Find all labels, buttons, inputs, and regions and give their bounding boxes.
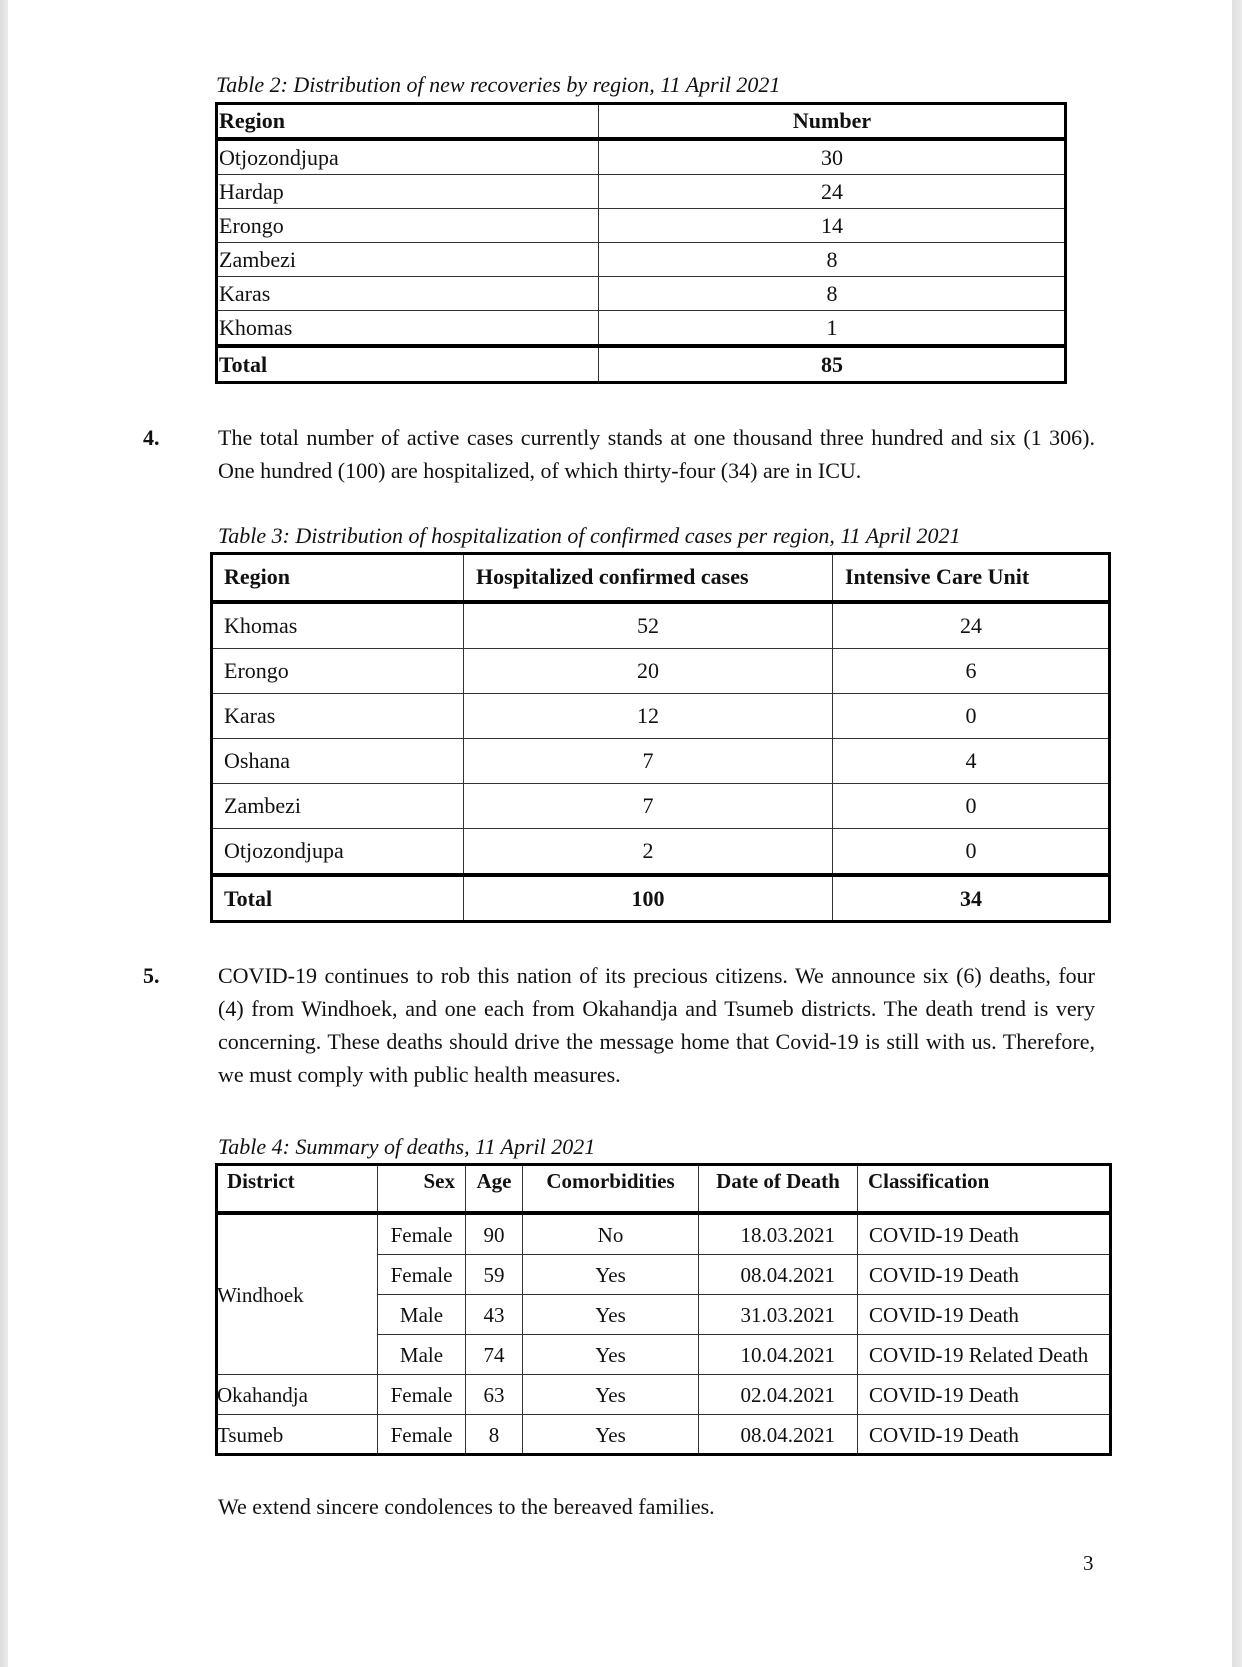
table-recoveries-by-region xyxy=(216,103,1066,383)
cell-sex: Female xyxy=(378,1415,466,1455)
paragraph-5-number: 5. xyxy=(143,963,160,988)
cell-district: Okahandja xyxy=(217,1375,378,1415)
cell-total-number: 85 xyxy=(599,346,1066,383)
table-hospitalization-by-region xyxy=(211,553,1110,922)
cell-region: Zambezi xyxy=(212,784,464,829)
cell-region: Hardap xyxy=(217,175,599,209)
cell-number: 1 xyxy=(599,311,1066,347)
cell-icu: 0 xyxy=(833,829,1110,876)
page-edge-right xyxy=(1232,0,1242,1667)
cell-classification: COVID-19 Related Death xyxy=(858,1335,1111,1375)
cell-age: 43 xyxy=(466,1295,523,1335)
paragraph-4-text: The total number of active cases currently stands at one thousand three hundred and six (1 306). One hundred (100) are hospitalized, of which thirty-four (34) are in ICU. xyxy=(218,425,1095,483)
cell-region: Karas xyxy=(212,694,464,739)
table-row xyxy=(217,139,1066,175)
cell-region: Otjozondjupa xyxy=(217,139,599,175)
cell-comorbidities: Yes xyxy=(523,1335,699,1375)
table-header-row xyxy=(217,1165,1111,1214)
cell-region: Oshana xyxy=(212,739,464,784)
cell-age: 8 xyxy=(466,1415,523,1455)
cell-age: 59 xyxy=(466,1255,523,1295)
cell-region: Khomas xyxy=(212,602,464,649)
cell-classification: COVID-19 Death xyxy=(858,1375,1111,1415)
cell-hospitalized: 20 xyxy=(464,649,833,694)
cell-hospitalized: 2 xyxy=(464,829,833,876)
table-row xyxy=(212,649,1110,694)
table-total-row xyxy=(212,875,1110,922)
cell-number: 24 xyxy=(599,175,1066,209)
cell-sex: Female xyxy=(378,1213,466,1255)
table-row xyxy=(217,277,1066,311)
table-row xyxy=(212,784,1110,829)
cell-date-of-death: 02.04.2021 xyxy=(699,1375,858,1415)
table-row xyxy=(212,739,1110,784)
table-row xyxy=(212,602,1110,649)
cell-sex: Female xyxy=(378,1375,466,1415)
column-header-hospitalized: Hospitalized confirmed cases xyxy=(464,554,833,603)
column-header-icu: Intensive Care Unit xyxy=(833,554,1110,603)
cell-hospitalized: 52 xyxy=(464,602,833,649)
table-row xyxy=(212,694,1110,739)
table-row xyxy=(212,829,1110,876)
cell-number: 8 xyxy=(599,243,1066,277)
cell-icu: 0 xyxy=(833,694,1110,739)
cell-comorbidities: Yes xyxy=(523,1415,699,1455)
cell-date-of-death: 08.04.2021 xyxy=(699,1415,858,1455)
table-row xyxy=(217,311,1066,347)
cell-total-label: Total xyxy=(217,346,599,383)
table-total-row xyxy=(217,346,1066,383)
cell-age: 90 xyxy=(466,1213,523,1255)
table-row xyxy=(217,243,1066,277)
paragraph-4-number: 4. xyxy=(143,425,160,450)
cell-classification: COVID-19 Death xyxy=(858,1295,1111,1335)
table-row xyxy=(217,175,1066,209)
table-header-row xyxy=(217,104,1066,140)
paragraph-5-text: COVID-19 continues to rob this nation of its precious citizens. We announce six (6) deaths, four (4) from Windhoek, and one each from Okahandja and Tsumeb districts. The death trend is very concerning. These deaths should drive the message home that Covid-19 is still with us. Therefore, we must comply with public health measures. xyxy=(218,963,1095,1087)
cell-age: 63 xyxy=(466,1375,523,1415)
cell-number: 14 xyxy=(599,209,1066,243)
cell-date-of-death: 18.03.2021 xyxy=(699,1213,858,1255)
cell-total-label: Total xyxy=(212,875,464,922)
cell-comorbidities: Yes xyxy=(523,1375,699,1415)
table-header-row xyxy=(212,554,1110,603)
cell-comorbidities: Yes xyxy=(523,1255,699,1295)
cell-total-hospitalized: 100 xyxy=(464,875,833,922)
table2-caption: Table 2: Distribution of new recoveries by region, 11 April 2021 xyxy=(216,72,781,97)
table-row xyxy=(217,1375,1111,1415)
cell-sex: Female xyxy=(378,1255,466,1295)
cell-hospitalized: 7 xyxy=(464,739,833,784)
cell-sex: Male xyxy=(378,1295,466,1335)
cell-classification: COVID-19 Death xyxy=(858,1255,1111,1295)
cell-region: Otjozondjupa xyxy=(212,829,464,876)
cell-icu: 6 xyxy=(833,649,1110,694)
cell-number: 30 xyxy=(599,139,1066,175)
cell-date-of-death: 08.04.2021 xyxy=(699,1255,858,1295)
cell-hospitalized: 7 xyxy=(464,784,833,829)
cell-sex: Male xyxy=(378,1335,466,1375)
column-header-date-of-death: Date of Death xyxy=(699,1165,858,1214)
cell-classification: COVID-19 Death xyxy=(858,1415,1111,1455)
cell-icu: 4 xyxy=(833,739,1110,784)
cell-hospitalized: 12 xyxy=(464,694,833,739)
page-number: 3 xyxy=(1083,1551,1094,1575)
table-row xyxy=(217,209,1066,243)
column-header-number: Number xyxy=(599,104,1066,140)
cell-classification: COVID-19 Death xyxy=(858,1213,1111,1255)
column-header-region: Region xyxy=(212,554,464,603)
column-header-classification: Classification xyxy=(858,1165,1111,1214)
cell-comorbidities: No xyxy=(523,1213,699,1255)
table-row xyxy=(217,1415,1111,1455)
cell-region: Erongo xyxy=(217,209,599,243)
column-header-region: Region xyxy=(217,104,599,140)
column-header-district: District xyxy=(217,1165,378,1214)
cell-region: Khomas xyxy=(217,311,599,347)
table3-caption: Table 3: Distribution of hospitalization of confirmed cases per region, 11 April 2021 xyxy=(218,523,961,548)
table-row xyxy=(217,1213,1111,1255)
table-summary-of-deaths xyxy=(216,1164,1111,1455)
cell-region: Karas xyxy=(217,277,599,311)
table4-caption: Table 4: Summary of deaths, 11 April 2021 xyxy=(218,1134,596,1159)
cell-date-of-death: 31.03.2021 xyxy=(699,1295,858,1335)
column-header-sex: Sex xyxy=(378,1165,466,1214)
cell-icu: 0 xyxy=(833,784,1110,829)
cell-icu: 24 xyxy=(833,602,1110,649)
cell-district: Windhoek xyxy=(217,1213,378,1375)
cell-region: Zambezi xyxy=(217,243,599,277)
cell-age: 74 xyxy=(466,1335,523,1375)
cell-number: 8 xyxy=(599,277,1066,311)
cell-date-of-death: 10.04.2021 xyxy=(699,1335,858,1375)
page-edge-left xyxy=(0,0,8,1667)
cell-district: Tsumeb xyxy=(217,1415,378,1455)
cell-comorbidities: Yes xyxy=(523,1295,699,1335)
closing-sentence: We extend sincere condolences to the bereaved families. xyxy=(218,1494,715,1519)
column-header-age: Age xyxy=(466,1165,523,1214)
column-header-comorbidities: Comorbidities xyxy=(523,1165,699,1214)
cell-region: Erongo xyxy=(212,649,464,694)
cell-total-icu: 34 xyxy=(833,875,1110,922)
